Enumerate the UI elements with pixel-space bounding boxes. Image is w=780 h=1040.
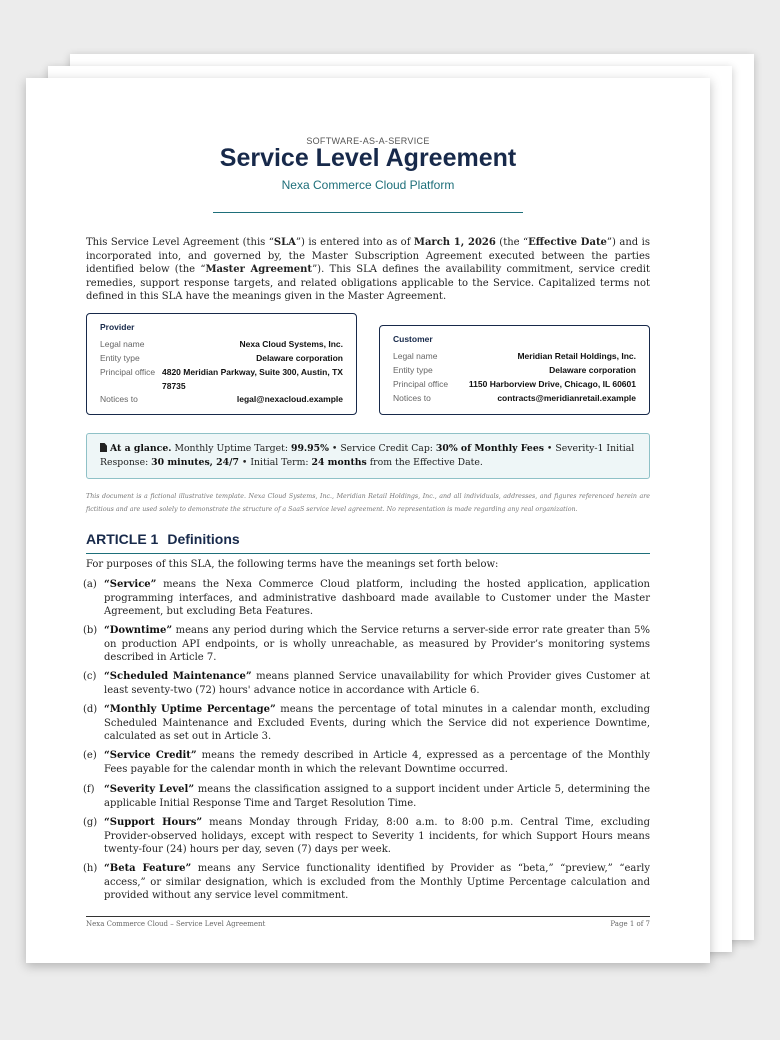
article-heading — [86, 531, 650, 554]
definition-text: means the percentage of total minutes in a calendar month, excluding Scheduled Maintenance and Excluded Events, during which the Service did not experience Downtime, calculated as set out in Article 3. — [104, 704, 651, 743]
field-label: Principal office — [393, 379, 449, 389]
field-value: legal@nexacloud.example — [236, 394, 343, 404]
document-icon — [100, 443, 107, 452]
definition-term: “Support Hours” — [104, 817, 203, 828]
definition-tag: (e) — [83, 750, 97, 761]
at-a-glance-box — [86, 433, 650, 479]
intro-effective-term: Effective Date — [528, 237, 607, 248]
field-label: Entity type — [393, 365, 433, 375]
definition-tag: (b) — [83, 625, 98, 636]
definition-item — [83, 749, 650, 776]
definition-body — [104, 670, 650, 697]
definition-text: means the Nexa Commerce Cloud platform, including the hosted application, application programming interfaces, and administrative dashboard made available to Customer under the Master Agreement, but excluding Beta Features. — [104, 579, 650, 618]
article-title: Definitions — [167, 531, 240, 547]
intro-text: ”). This SLA defines the availability commitment, service credit remedies, support response targets, and related obligations applicable to the Service. Capitalized terms not defined in this SLA have the meanings given in the Master Agreement. — [86, 264, 650, 303]
definition-tag: (c) — [83, 671, 97, 682]
article-number: ARTICLE 1 — [86, 531, 159, 547]
intro-text: ”) is entered into as of — [295, 237, 414, 248]
definition-term: “Severity Level” — [104, 784, 195, 795]
definition-item — [83, 670, 650, 697]
field-value: contracts@meridianretail.example — [497, 393, 636, 403]
field-value: 1150 Harborview Drive, Chicago, IL 60601 — [468, 379, 636, 389]
intro-text: (the “ — [495, 237, 529, 248]
provider-card — [86, 313, 357, 415]
definition-item — [83, 783, 650, 810]
intro-text: ”) and is incorporated into, and governed by, the Master Subscription Agreement executed between the parties identified below (the “ — [86, 237, 650, 276]
definition-body — [104, 703, 650, 744]
disclaimer-note: This document is a fictional illustrative template. Nexa Cloud Systems, Inc., Meridian Retail Holdings, Inc., and all individuals, addresses, and figures referenced herein are fictitious and are used solely to demonstrate the structure of a SaaS service level agreement. No representation is made regarding any real organization. — [86, 493, 650, 513]
footer-document-name: Nexa Commerce Cloud – Service Level Agreement — [86, 920, 266, 928]
intro-text: This Service Level Agreement (this “ — [86, 237, 274, 248]
footer-rule — [86, 916, 650, 917]
document-kicker: SOFTWARE-AS-A-SERVICE — [306, 136, 430, 146]
definition-text: means the remedy described in Article 4, expressed as a percentage of the Monthly Fees payable for the calendar month in which the relevant Downtime occurred. — [104, 750, 650, 775]
field-label: Entity type — [100, 353, 140, 363]
definition-body — [104, 783, 650, 810]
definition-text: means Monday through Friday, 8:00 a.m. to 8:00 p.m. Central Time, excluding Provider-observed holidays, except with respect to Severity 1 incidents, for which Support Hours means twenty-four (24) hours per day, seven (7) days per week. — [104, 817, 651, 856]
document-title: Service Level Agreement — [219, 144, 517, 172]
definition-tag: (g) — [83, 817, 98, 828]
field-label: Notices to — [393, 393, 431, 403]
glance-text: from the Effective Date. — [366, 456, 483, 468]
article-lead: For purposes of this SLA, the following terms have the meanings set forth below: — [86, 559, 499, 570]
definition-item — [83, 578, 650, 619]
definition-body — [104, 816, 650, 857]
glance-uptime-value: 99.95% — [290, 443, 329, 454]
glance-term-value: 24 months — [311, 456, 367, 468]
title-divider — [213, 212, 523, 213]
field-label: Principal office — [100, 367, 156, 377]
definition-term: “Service” — [104, 579, 157, 590]
glance-cap-value: 30% of Monthly Fees — [435, 443, 544, 454]
glance-text: • Severity-1 Initial Response: — [100, 443, 635, 468]
definition-item — [83, 703, 651, 744]
glance-text: Monthly Uptime Target: — [171, 443, 291, 454]
intro-sla-term: SLA — [273, 237, 296, 248]
definition-term: “Scheduled Maintenance” — [104, 671, 252, 682]
definition-item — [83, 862, 650, 903]
definition-body — [104, 624, 650, 665]
definition-term: “Beta Feature” — [104, 863, 192, 874]
intro-msa-term: Master Agreement — [205, 264, 313, 276]
glance-text: • Initial Term: — [238, 456, 312, 468]
definition-tag: (a) — [83, 579, 97, 590]
definition-term: “Downtime” — [104, 625, 173, 636]
definition-item — [83, 816, 651, 857]
customer-card-title: Customer — [393, 334, 433, 344]
document-page — [26, 78, 710, 963]
field-value: Meridian Retail Holdings, Inc. — [517, 351, 636, 361]
glance-response-value: 30 minutes, 24/7 — [151, 456, 239, 468]
customer-card — [379, 325, 650, 415]
field-label: Notices to — [100, 394, 138, 404]
footer-page-number: Page 1 of 7 — [610, 920, 650, 928]
glance-lead: At a glance. — [110, 443, 172, 454]
field-label: Legal name — [100, 339, 145, 349]
definition-body — [104, 749, 650, 776]
definition-body — [104, 862, 650, 903]
definition-item — [83, 624, 650, 665]
definition-term: “Service Credit” — [104, 750, 197, 761]
definition-text: means the classification assigned to a support incident under Article 5, determining the applicable Initial Response Time and Target Resolution Time. — [104, 784, 650, 809]
field-value: Delaware corporation — [549, 365, 636, 375]
definition-tag: (f) — [83, 784, 95, 795]
glance-text: • Service Credit Cap: — [328, 443, 436, 454]
definition-text: means any Service functionality identified by Provider as “beta,” “preview,” “early access,” or similar designation, which is excluded from the Monthly Uptime Percentage calculation and provided without any service level commitment. — [104, 863, 650, 902]
definition-text: means planned Service unavailability for which Provider gives Customer at least seventy-two (72) hours' advance notice in accordance with Article 6. — [104, 671, 650, 696]
field-value: Nexa Cloud Systems, Inc. — [239, 339, 343, 349]
definition-tag: (h) — [83, 863, 98, 874]
document-subtitle: Nexa Commerce Cloud Platform — [281, 178, 455, 192]
intro-paragraph — [86, 236, 650, 304]
definition-text: means any period during which the Service returns a server-side error rate greater than 5% on production API endpoints, or is wholly unreachable, as measured by Provider’s monitoring systems described in Article 7. — [104, 625, 650, 664]
field-value: 4820 Meridian Parkway, Suite 300, Austin, TX 78735 — [162, 367, 343, 391]
definition-tag: (d) — [83, 704, 98, 715]
definition-term: “Monthly Uptime Percentage” — [104, 704, 276, 715]
field-value: Delaware corporation — [256, 353, 343, 363]
intro-date: March 1, 2026 — [413, 237, 496, 248]
field-label: Legal name — [393, 351, 438, 361]
provider-office-row — [100, 365, 343, 393]
definition-body — [104, 578, 650, 619]
provider-card-title: Provider — [100, 322, 135, 332]
